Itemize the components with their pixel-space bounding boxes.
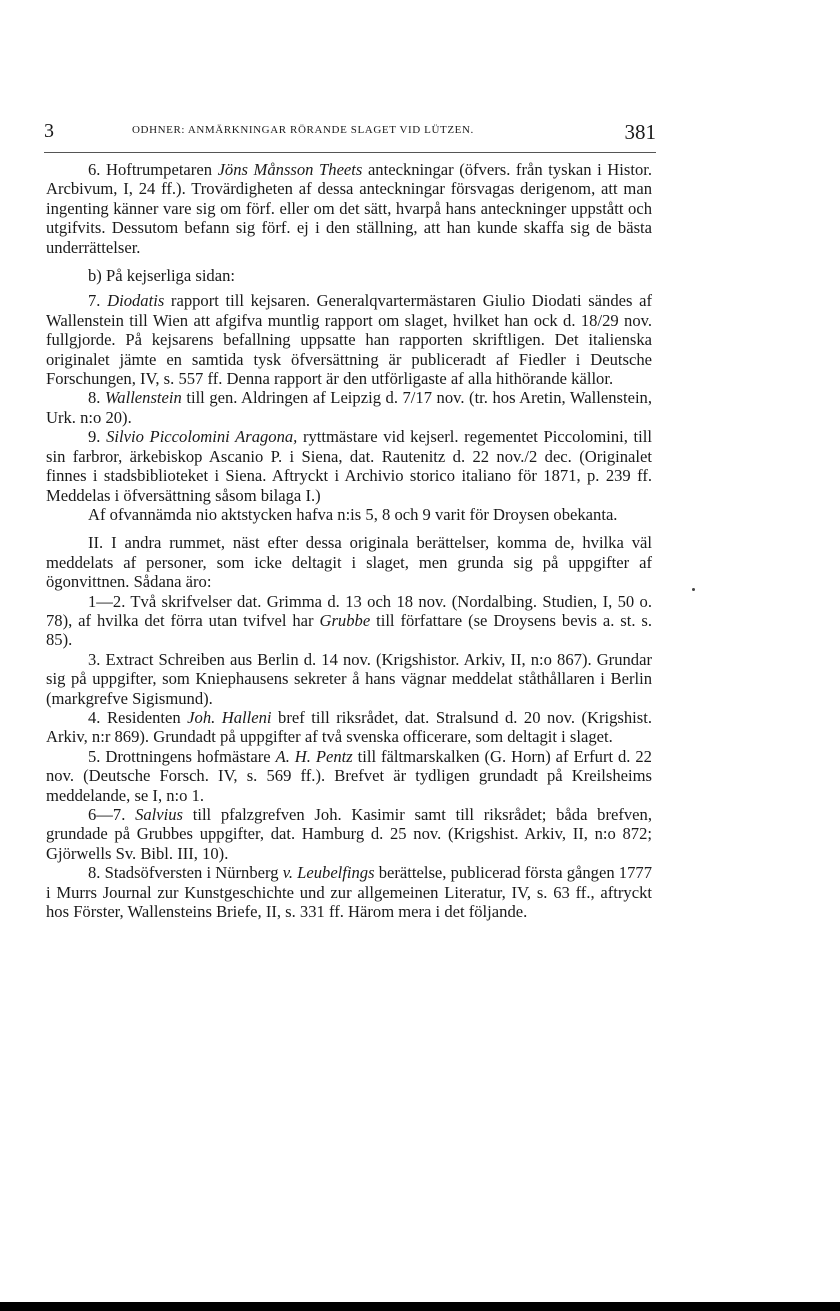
paragraph-7-diodatis: 7. Diodatis rapport till kejsaren. Generalqvartermästaren Giulio Diodati sändes af Wallenstein till Wien att afgifva muntlig rapport om slaget, hvilket han ock d. 18/29 nov. fullgjorde. På kejsarens befallning uppsatte han rapporten skriftligen. Det italienska originalet jämte en samtida tysk öfversättning är publiceradt af Fiedler i Deutsche Forschungen, IV, s. 557 ff. Denna rapport är den utförligaste af alla hithörande källor. [46,291,653,389]
header-rule [44,152,656,153]
scan-speck [692,588,695,591]
page-number-right: 381 [624,120,656,144]
paragraph-9-piccolomini: 9. Silvio Piccolomini Aragona, ryttmästare vid kejserl. regementet Piccolomini, till sin farbror, ärkebiskop Ascanio P. i Siena, dat. Rautenitz d. 22 nov./2 dec. (Originalet finnes i stadsbiblioteket i Siena. Aftryckt i Archivio storico italiano för 1871, p. 239 ff. Meddelas i öfversättning såsom bilaga I.) [46,427,652,505]
paragraph-8-wallenstein: 8. Wallenstein till gen. Aldringen af Leipzig d. 7/17 nov. (tr. hos Aretin, Wallenstein, Urk. n:o 20). [46,388,652,427]
running-title: ODHNER: ANMÄRKNINGAR RÖRANDE SLAGET VID LÜTZEN. [132,124,474,136]
paragraph-6-theets: 6. Hoftrumpetaren Jöns Månsson Theets anteckningar (öfvers. från tyskan i Histor. Arcbivum, I, 24 ff.). Trovärdigheten af dessa anteckningar försvagas derigenom, att man ingenting känner vare sig om förf. eller om det sätt, hvarpå hans anteckninger uppstått och utgifvits. Dessutom befann sig förf. ej i den ställning, att han kunde skaffa sig de bästa underrättelser. [46,160,652,257]
paragraph-4-halleni: 4. Residenten Joh. Halleni bref till riksrådet, dat. Stralsund d. 20 nov. (Krigshist. Arkiv, n:r 869). Grundadt på uppgifter af två svenska officerare, som deltagit i slaget. [46,707,653,747]
running-header [44,120,656,146]
body-text [46,160,652,921]
paragraph-section-ii: II. I andra rummet, näst efter dessa originala berättelser, komma de, hvilka väl meddelats af personer, som icke deltagit i slaget, men grunda sig på uppgifter af ögonvittnen. Sådana äro: [46,533,652,592]
paragraph-1-2-grimma: 1—2. Två skrifvelser dat. Grimma d. 13 och 18 nov. (Nordalbing. Studien, I, 50 o. 78), af hvilka det förra utan tvifvel har Grubbe till författare (se Droysens bevis a. st. s. 85). [46,591,652,650]
page-number-left: 3 [44,120,54,142]
section-heading-imperial: b) På kejserliga sidan: [88,266,236,286]
paragraph-5-pentz: 5. Drottningens hofmästare A. H. Pentz till fältmarskalken (G. Horn) af Erfurt d. 22 nov. (Deutsche Forsch. IV, s. 569 ff.). Brefvet är tydligen grundadt på Kreilsheims meddelande, se I, n:o 1. [46,746,652,805]
paragraph-6-7-salvius: 6—7. Salvius till pfalzgrefven Joh. Kasimir samt till riksrådet; båda brefven, grundade på Grubbes uppgifter, dat. Hamburg d. 25 nov. (Krigshist. Arkiv, II, n:o 872; Gjörwells Sv. Bibl. III, 10). [46,805,652,863]
paragraph-summary: Af ofvannämda nio aktstycken hafva n:is 5, 8 och 9 varit för Droysen obekanta. [88,504,618,524]
paragraph-3-berlin: 3. Extract Schreiben aus Berlin d. 14 nov. (Krigshistor. Arkiv, II, n:o 867). Grundar sig på uppgifter, som Kniephausens sekreter å hans vägnar meddelat ståthållaren i Berlin (markgrefve Sigismund). [46,649,652,708]
scan-edge-bar [0,1302,840,1311]
paragraph-8-leubelfing: 8. Stadsöfversten i Nürnberg v. Leubelfings berättelse, publicerad första gången 1777 i Murrs Journal zur Kunstgeschichte und zur allgemeinen Literatur, IV, s. 63 ff., aftryckt hos Förster, Wallensteins Briefe, II, s. 331 ff. Härom mera i det följande. [46,863,652,922]
